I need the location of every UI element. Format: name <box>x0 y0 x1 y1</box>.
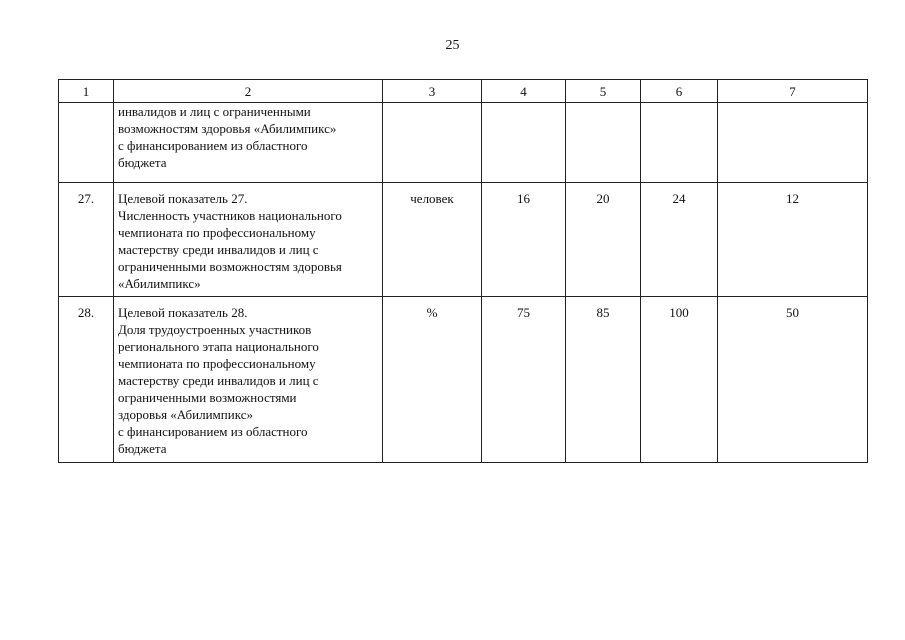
description-line: с финансированием из областного <box>118 424 308 439</box>
header-col-3: 3 <box>383 80 482 103</box>
row-value-col7: 12 <box>718 183 868 297</box>
description-line: инвалидов и лиц с ограниченными <box>118 104 311 119</box>
row-value-col4 <box>482 103 566 183</box>
table-row <box>59 183 868 297</box>
description-line: регионального этапа национального <box>118 339 319 354</box>
row-value-col5: 20 <box>566 183 641 297</box>
row-value-col7: 50 <box>718 297 868 463</box>
page-number: 25 <box>445 38 460 53</box>
description-line: бюджета <box>118 441 167 456</box>
header-col-2: 2 <box>114 80 383 103</box>
row-number <box>59 103 114 183</box>
description-line: Доля трудоустроенных участников <box>118 322 312 337</box>
description-line: здоровья «Абилимпикс» <box>118 407 253 422</box>
description-line: ограниченными возможностям здоровья <box>118 259 342 274</box>
row-unit <box>383 103 482 183</box>
header-col-1: 1 <box>59 80 114 103</box>
header-col-6: 6 <box>641 80 718 103</box>
description-line: Целевой показатель 27. <box>118 191 248 206</box>
description-line: возможностям здоровья «Абилимпикс» <box>118 121 337 136</box>
row-number: 27. <box>59 183 114 297</box>
row-value-col7 <box>718 103 868 183</box>
header-col-4: 4 <box>482 80 566 103</box>
description-line: бюджета <box>118 155 167 170</box>
description-line: Целевой показатель 28. <box>118 305 248 320</box>
row-value-col5 <box>566 103 641 183</box>
row-description <box>114 183 383 297</box>
row-number: 28. <box>59 297 114 463</box>
description-line: ограниченными возможностями <box>118 390 297 405</box>
description-line: Численность участников национального <box>118 208 342 223</box>
row-value-col6: 24 <box>641 183 718 297</box>
description-line: «Абилимпикс» <box>118 276 201 291</box>
description-line: мастерству среди инвалидов и лиц с <box>118 242 319 257</box>
table-row <box>59 103 868 183</box>
header-col-7: 7 <box>718 80 868 103</box>
table-row <box>59 297 868 463</box>
description-line: с финансированием из областного <box>118 138 308 153</box>
description-line: чемпионата по профессиональному <box>118 356 316 371</box>
row-description <box>114 103 383 183</box>
description-line: чемпионата по профессиональному <box>118 225 316 240</box>
row-value-col4: 75 <box>482 297 566 463</box>
row-unit: человек <box>383 183 482 297</box>
row-value-col6: 100 <box>641 297 718 463</box>
row-value-col4: 16 <box>482 183 566 297</box>
description-line: мастерству среди инвалидов и лиц с <box>118 373 319 388</box>
row-description <box>114 297 383 463</box>
indicator-table <box>58 79 868 463</box>
row-unit: % <box>383 297 482 463</box>
row-value-col5: 85 <box>566 297 641 463</box>
row-value-col6 <box>641 103 718 183</box>
header-col-5: 5 <box>566 80 641 103</box>
table-header-row <box>59 80 868 103</box>
